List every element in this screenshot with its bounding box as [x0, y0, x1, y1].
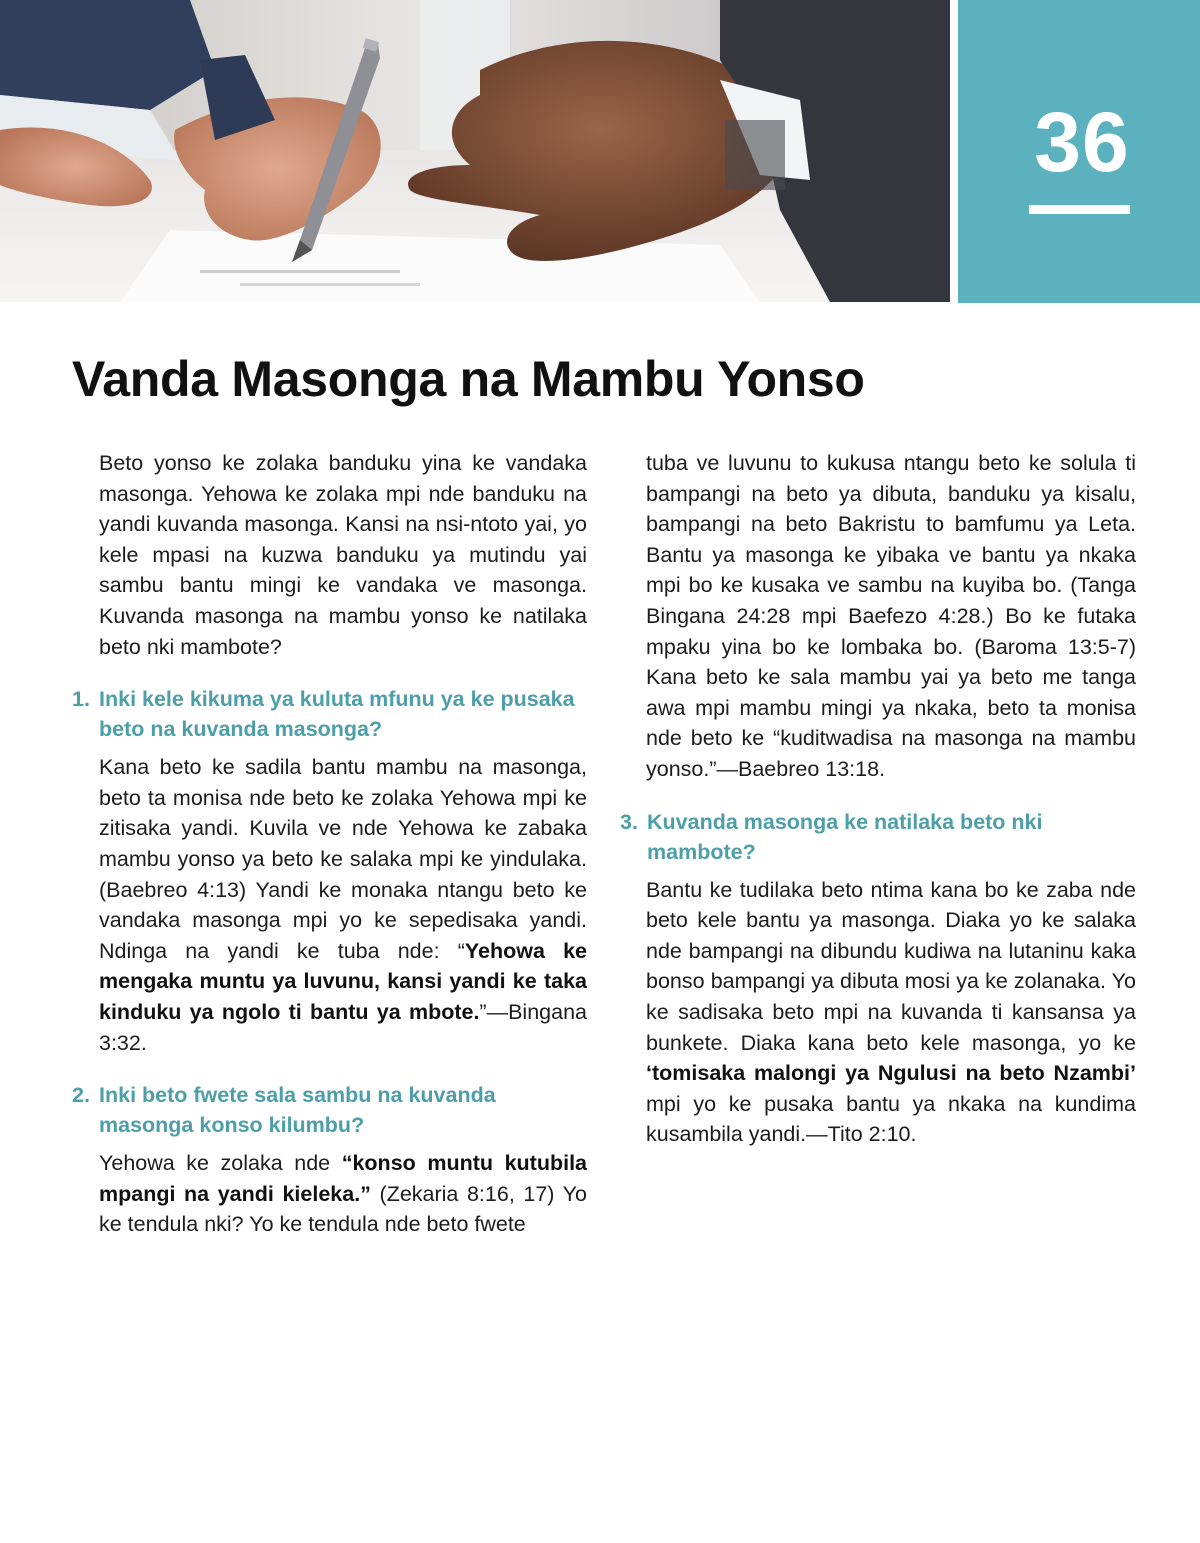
handshake-contract-photo-icon: [0, 0, 950, 302]
scripture-reference: ”—Bingana 3:32.: [99, 999, 587, 1055]
question-3: [620, 807, 1136, 867]
answer-1-paragraph: [72, 752, 587, 1058]
page-title: Vanda Masonga na Mambu Yonso: [72, 351, 865, 407]
answer-3-paragraph: [620, 875, 1136, 1150]
left-column: [72, 448, 587, 1240]
answer-text: Bantu ke tudilaka beto ntima kana bo ke zaba nde beto kele bantu ya masonga. Diaka yo ke salaka nde bampangi na dibundu kudiwa na lutaninu kaka bonso bampangi ya dibuta mosi ya ke zolanaka. Yo ke sadisaka beto mpi na kuvanda ti kansansa ya bunkete. Diaka kana beto kele masonga, yo ke: [646, 877, 1136, 1055]
question-number: 2.: [72, 1083, 90, 1108]
right-column: [620, 448, 1136, 1150]
intro-paragraph: Beto yonso ke zolaka banduku yina ke vandaka masonga. Yehowa ke zolaka mpi nde banduku na yandi kuvanda masonga. Kansi na nsi-ntoto yai, yo kele mpasi na kuzwa banduku ya mutindu yai sambu bantu mingi ke vandaka ve masonga. Kuvanda masonga na mambu yonso ke natilaka beto nki mambote?: [99, 451, 587, 659]
question-number: 1.: [72, 687, 90, 712]
scripture-quote: ‘tomisaka malongi ya Ngulusi na beto Nzambi’: [646, 1061, 1136, 1086]
question-number: 3.: [620, 809, 638, 834]
answer-2-paragraph: [72, 1148, 587, 1240]
scripture-quote: “konso muntu kutubila mpangi na yandi kieleka.”: [99, 1151, 588, 1206]
answer-text: Yehowa ke zolaka nde: [99, 1151, 342, 1176]
lesson-number-block: [958, 0, 1200, 303]
lesson-number-underline: [1029, 205, 1130, 214]
header-photo: [0, 0, 950, 302]
answer-2-continuation: tuba ve luvunu to kukusa ntangu beto ke solula ti bampangi na beto ya dibuta, banduku ya kisalu, bampangi na beto Bakristu to bamfumu ya Leta. Bantu ya masonga ke yibaka ve bantu ya nkaka mpi bo ke kusaka ve sambu na kuyiba bo. (Tanga Bingana 24:28 mpi Baefezo 4:28.) Bo ke futaka mpaku yina bo ke lombaka bo. (Baroma 13:5-7) Kana beto ke sala mambu yai ya beto me tanga awa mpi mambu mingi ya nkaka, beto ta monisa nde beto ke “kuditwadisa na masonga na mambu yonso.”—Baebreo 13:18.: [646, 451, 1136, 781]
answer-text-continued: mpi yo ke pusaka bantu ya nkaka na kundima kusambila yandi.—Tito 2:10.: [646, 1091, 1136, 1147]
answer-text-continued: (Zekaria 8:16, 17) Yo ke tendula nki? Yo ke tendula nde beto fwete: [99, 1181, 587, 1237]
lesson-number: 36: [1034, 95, 1130, 189]
question-text: Inki beto fwete sala sambu na kuvanda masonga konso kilumbu?: [99, 1083, 496, 1138]
question-2: [72, 1080, 587, 1140]
question-1: [72, 684, 587, 744]
question-text: Kuvanda masonga ke natilaka beto nki mambote?: [647, 809, 1043, 864]
answer-text: Kana beto ke sadila bantu mambu na masonga, beto ta monisa nde beto ke zolaka Yehowa mpi ke zitisaka yandi. Kuvila ve nde Yehowa ke zabaka mambu yonso ya beto ke salaka mpi ke yindulaka. (Baebreo 4:13) Yandi ke monaka ntangu beto ke vandaka masonga mpi yo ke sepedisaka yandi. Ndinga na yandi ke tuba nde: “: [99, 755, 587, 963]
question-text: Inki kele kikuma ya kuluta mfunu ya ke pusaka beto na kuvanda masonga?: [99, 687, 575, 742]
scripture-quote: Yehowa ke mengaka muntu ya luvunu, kansi yandi ke taka kinduku ya ngolo ti bantu ya mbote.: [99, 938, 587, 1024]
